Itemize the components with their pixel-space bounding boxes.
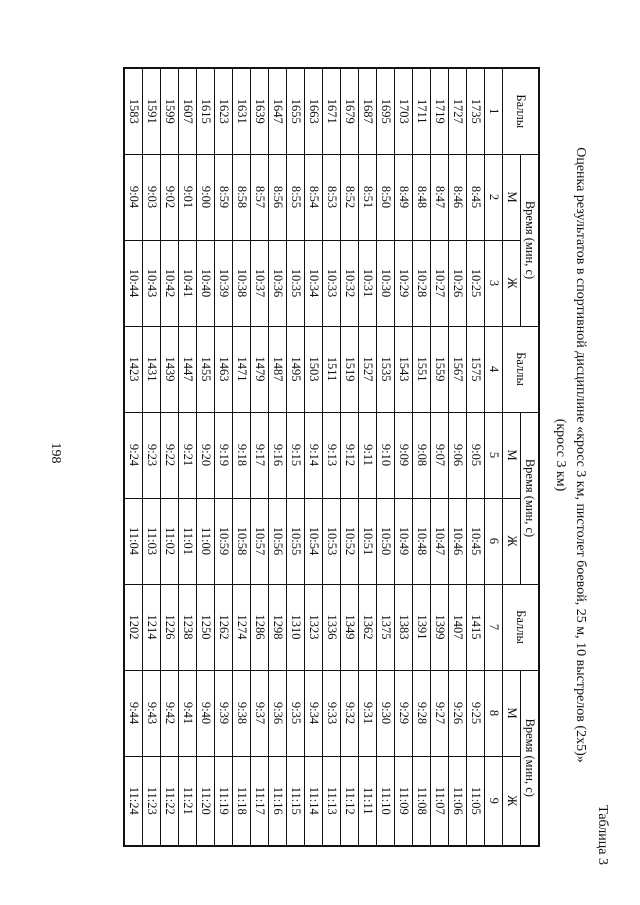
table-cell: 8:53 xyxy=(323,154,341,240)
table-cell: 1719 xyxy=(431,68,449,154)
table-cell: 9:07 xyxy=(431,412,449,498)
table-cell: 8:51 xyxy=(359,154,377,240)
header-female: Ж xyxy=(503,240,521,326)
table-row xyxy=(143,68,161,846)
table-cell: 9:06 xyxy=(449,412,467,498)
table-cell: 11:04 xyxy=(124,498,143,584)
table-cell: 9:16 xyxy=(269,412,287,498)
table-cell: 1487 xyxy=(269,326,287,412)
table-cell: 10:41 xyxy=(179,240,197,326)
table-cell: 1310 xyxy=(287,584,305,670)
table-row xyxy=(197,68,215,846)
table-row xyxy=(287,68,305,846)
table-cell: 1551 xyxy=(413,326,431,412)
table-cell: 9:02 xyxy=(161,154,179,240)
table-row xyxy=(233,68,251,846)
table-cell: 1647 xyxy=(269,68,287,154)
table-row xyxy=(431,68,449,846)
table-row xyxy=(467,68,485,846)
table-cell: 9:41 xyxy=(179,670,197,756)
table-cell: 10:35 xyxy=(287,240,305,326)
table-cell: 10:25 xyxy=(467,240,485,326)
rotated-sheet xyxy=(110,45,610,865)
table-row xyxy=(215,68,233,846)
table-cell: 11:20 xyxy=(197,756,215,846)
table-cell: 8:46 xyxy=(449,154,467,240)
table-cell: 9:01 xyxy=(179,154,197,240)
table-cell: 8:57 xyxy=(251,154,269,240)
table-cell: 11:15 xyxy=(287,756,305,846)
table-cell: 10:47 xyxy=(431,498,449,584)
table-row xyxy=(413,68,431,846)
table-cell: 11:23 xyxy=(143,756,161,846)
table-cell: 1519 xyxy=(341,326,359,412)
table-cell: 11:21 xyxy=(179,756,197,846)
table-cell: 9:21 xyxy=(179,412,197,498)
table-row xyxy=(395,68,413,846)
table-cell: 11:10 xyxy=(377,756,395,846)
table-cell: 11:22 xyxy=(161,756,179,846)
table-cell: 10:36 xyxy=(269,240,287,326)
table-cell: 9:18 xyxy=(233,412,251,498)
table-cell: 1447 xyxy=(179,326,197,412)
table-cell: 10:42 xyxy=(161,240,179,326)
table-cell: 11:06 xyxy=(449,756,467,846)
table-cell: 1607 xyxy=(179,68,197,154)
table-cell: 1439 xyxy=(161,326,179,412)
table-cell: 1543 xyxy=(395,326,413,412)
table-cell: 8:52 xyxy=(341,154,359,240)
table-cell: 1399 xyxy=(431,584,449,670)
table-cell: 1336 xyxy=(323,584,341,670)
table-cell: 9:37 xyxy=(251,670,269,756)
table-cell: 8:59 xyxy=(215,154,233,240)
table-cell: 1349 xyxy=(341,584,359,670)
table-cell: 9:26 xyxy=(449,670,467,756)
table-cell: 9:24 xyxy=(124,412,143,498)
table-cell: 1679 xyxy=(341,68,359,154)
table-cell: 1274 xyxy=(233,584,251,670)
table-cell: 1631 xyxy=(233,68,251,154)
table-cell: 10:58 xyxy=(233,498,251,584)
table-cell: 9:05 xyxy=(467,412,485,498)
table-cell: 10:56 xyxy=(269,498,287,584)
table-cell: 1663 xyxy=(305,68,323,154)
column-number: 4 xyxy=(485,326,503,412)
table-cell: 10:55 xyxy=(287,498,305,584)
table-label: Таблица 3 xyxy=(595,805,610,865)
page-number: 198 xyxy=(48,442,63,464)
table-cell: 8:47 xyxy=(431,154,449,240)
table-cell: 11:11 xyxy=(359,756,377,846)
table-cell: 8:58 xyxy=(233,154,251,240)
table-cell: 10:46 xyxy=(449,498,467,584)
header-time: Время (мин, с) xyxy=(521,670,540,846)
table-cell: 10:32 xyxy=(341,240,359,326)
column-number: 3 xyxy=(485,240,503,326)
table-cell: 1455 xyxy=(197,326,215,412)
table-cell: 10:45 xyxy=(467,498,485,584)
table-row xyxy=(161,68,179,846)
table-cell: 9:08 xyxy=(413,412,431,498)
table-cell: 9:42 xyxy=(161,670,179,756)
table-title: Оценка результатов в спортивной дисциплине «кросс 3 км, пистолет боевой, 25 м, 10 выстрелов (2х5)» xyxy=(573,147,588,763)
header-male: М xyxy=(503,412,521,498)
column-numbers-row xyxy=(485,68,503,846)
table-cell: 8:50 xyxy=(377,154,395,240)
table-cell: 10:34 xyxy=(305,240,323,326)
table-row xyxy=(269,68,287,846)
table-cell: 1362 xyxy=(359,584,377,670)
header-points: Баллы xyxy=(503,68,540,154)
table-cell: 1423 xyxy=(124,326,143,412)
table-row xyxy=(179,68,197,846)
header-male: М xyxy=(503,670,521,756)
table-cell: 9:36 xyxy=(269,670,287,756)
table-cell: 9:09 xyxy=(395,412,413,498)
table-cell: 1559 xyxy=(431,326,449,412)
table-cell: 1238 xyxy=(179,584,197,670)
table-cell: 9:31 xyxy=(359,670,377,756)
table-cell: 10:53 xyxy=(323,498,341,584)
table-cell: 1375 xyxy=(377,584,395,670)
table-row xyxy=(124,68,143,846)
table-cell: 9:34 xyxy=(305,670,323,756)
table-cell: 1711 xyxy=(413,68,431,154)
table-row xyxy=(359,68,377,846)
header-female: Ж xyxy=(503,498,521,584)
table-subtitle: (кросс 3 км) xyxy=(553,418,568,492)
table-cell: 9:27 xyxy=(431,670,449,756)
table-cell: 1735 xyxy=(467,68,485,154)
table-cell: 9:11 xyxy=(359,412,377,498)
table-cell: 1527 xyxy=(359,326,377,412)
table-cell: 1495 xyxy=(287,326,305,412)
table-cell: 1727 xyxy=(449,68,467,154)
column-number: 9 xyxy=(485,756,503,846)
table-cell: 9:12 xyxy=(341,412,359,498)
table-cell: 1202 xyxy=(124,584,143,670)
table-cell: 11:07 xyxy=(431,756,449,846)
table-cell: 1407 xyxy=(449,584,467,670)
table-cell: 1575 xyxy=(467,326,485,412)
table-cell: 10:28 xyxy=(413,240,431,326)
table-cell: 9:32 xyxy=(341,670,359,756)
table-cell: 11:16 xyxy=(269,756,287,846)
table-cell: 11:01 xyxy=(179,498,197,584)
table-cell: 1262 xyxy=(215,584,233,670)
table-cell: 1583 xyxy=(124,68,143,154)
header-time: Время (мин, с) xyxy=(521,412,540,584)
table-cell: 1391 xyxy=(413,584,431,670)
table-cell: 10:48 xyxy=(413,498,431,584)
table-cell: 1639 xyxy=(251,68,269,154)
table-cell: 9:15 xyxy=(287,412,305,498)
table-cell: 10:52 xyxy=(341,498,359,584)
table-body xyxy=(124,68,485,846)
column-number: 2 xyxy=(485,154,503,240)
table-cell: 9:17 xyxy=(251,412,269,498)
table-cell: 1286 xyxy=(251,584,269,670)
table-cell: 10:54 xyxy=(305,498,323,584)
table-cell: 10:26 xyxy=(449,240,467,326)
table-cell: 11:19 xyxy=(215,756,233,846)
table-cell: 9:40 xyxy=(197,670,215,756)
table-cell: 1695 xyxy=(377,68,395,154)
table-cell: 1415 xyxy=(467,584,485,670)
table-cell: 11:08 xyxy=(413,756,431,846)
table-cell: 1323 xyxy=(305,584,323,670)
table-cell: 11:05 xyxy=(467,756,485,846)
table-cell: 8:55 xyxy=(287,154,305,240)
table-cell: 10:44 xyxy=(124,240,143,326)
table-cell: 9:14 xyxy=(305,412,323,498)
table-cell: 1250 xyxy=(197,584,215,670)
table-cell: 1591 xyxy=(143,68,161,154)
table-cell: 10:33 xyxy=(323,240,341,326)
table-row xyxy=(341,68,359,846)
table-cell: 10:57 xyxy=(251,498,269,584)
table-row xyxy=(323,68,341,846)
table-cell: 9:39 xyxy=(215,670,233,756)
header-time: Время (мин, с) xyxy=(521,154,540,326)
table-cell: 1463 xyxy=(215,326,233,412)
column-number: 7 xyxy=(485,584,503,670)
table-cell: 10:49 xyxy=(395,498,413,584)
table-cell: 10:59 xyxy=(215,498,233,584)
table-cell: 9:19 xyxy=(215,412,233,498)
table-cell: 8:54 xyxy=(305,154,323,240)
table-cell: 1479 xyxy=(251,326,269,412)
table-cell: 9:43 xyxy=(143,670,161,756)
table-cell: 9:04 xyxy=(124,154,143,240)
table-cell: 11:24 xyxy=(124,756,143,846)
table-row xyxy=(449,68,467,846)
table-cell: 9:38 xyxy=(233,670,251,756)
table-cell: 11:13 xyxy=(323,756,341,846)
table-cell: 9:10 xyxy=(377,412,395,498)
table-cell: 1471 xyxy=(233,326,251,412)
table-cell: 1214 xyxy=(143,584,161,670)
table-cell: 9:30 xyxy=(377,670,395,756)
header-female: Ж xyxy=(503,756,521,846)
table-cell: 9:22 xyxy=(161,412,179,498)
table-cell: 1623 xyxy=(215,68,233,154)
table-cell: 9:03 xyxy=(143,154,161,240)
table-cell: 10:31 xyxy=(359,240,377,326)
table-cell: 8:56 xyxy=(269,154,287,240)
table-row xyxy=(305,68,323,846)
table-cell: 10:43 xyxy=(143,240,161,326)
header-points: Баллы xyxy=(503,584,540,670)
table-cell: 9:35 xyxy=(287,670,305,756)
table-cell: 9:44 xyxy=(124,670,143,756)
table-cell: 10:51 xyxy=(359,498,377,584)
table-row xyxy=(377,68,395,846)
table-cell: 11:02 xyxy=(161,498,179,584)
table-cell: 11:09 xyxy=(395,756,413,846)
table-cell: 1671 xyxy=(323,68,341,154)
table-cell: 11:03 xyxy=(143,498,161,584)
table-header xyxy=(485,68,540,846)
scores-table xyxy=(123,67,540,847)
table-cell: 1383 xyxy=(395,584,413,670)
table-row xyxy=(251,68,269,846)
table-cell: 1599 xyxy=(161,68,179,154)
table-cell: 10:37 xyxy=(251,240,269,326)
table-cell: 11:17 xyxy=(251,756,269,846)
table-cell: 1655 xyxy=(287,68,305,154)
table-cell: 8:48 xyxy=(413,154,431,240)
table-cell: 9:33 xyxy=(323,670,341,756)
table-cell: 10:29 xyxy=(395,240,413,326)
table-cell: 9:25 xyxy=(467,670,485,756)
table-cell: 1615 xyxy=(197,68,215,154)
table-cell: 8:45 xyxy=(467,154,485,240)
table-cell: 11:18 xyxy=(233,756,251,846)
table-cell: 10:40 xyxy=(197,240,215,326)
table-cell: 1703 xyxy=(395,68,413,154)
table-cell: 9:00 xyxy=(197,154,215,240)
column-number: 8 xyxy=(485,670,503,756)
table-cell: 1567 xyxy=(449,326,467,412)
column-number: 5 xyxy=(485,412,503,498)
table-cell: 10:50 xyxy=(377,498,395,584)
column-number: 6 xyxy=(485,498,503,584)
table-cell: 9:29 xyxy=(395,670,413,756)
column-number: 1 xyxy=(485,68,503,154)
table-cell: 10:30 xyxy=(377,240,395,326)
table-cell: 1431 xyxy=(143,326,161,412)
table-cell: 1535 xyxy=(377,326,395,412)
table-cell: 9:20 xyxy=(197,412,215,498)
table-cell: 1503 xyxy=(305,326,323,412)
table-cell: 9:13 xyxy=(323,412,341,498)
table-cell: 10:39 xyxy=(215,240,233,326)
table-cell: 11:14 xyxy=(305,756,323,846)
table-cell: 11:12 xyxy=(341,756,359,846)
table-cell: 1226 xyxy=(161,584,179,670)
table-cell: 10:38 xyxy=(233,240,251,326)
table-cell: 1687 xyxy=(359,68,377,154)
header-points: Баллы xyxy=(503,326,540,412)
table-cell: 11:00 xyxy=(197,498,215,584)
table-cell: 1511 xyxy=(323,326,341,412)
table-cell: 8:49 xyxy=(395,154,413,240)
header-male: М xyxy=(503,154,521,240)
table-cell: 9:23 xyxy=(143,412,161,498)
table-cell: 10:27 xyxy=(431,240,449,326)
table-cell: 9:28 xyxy=(413,670,431,756)
table-cell: 1298 xyxy=(269,584,287,670)
